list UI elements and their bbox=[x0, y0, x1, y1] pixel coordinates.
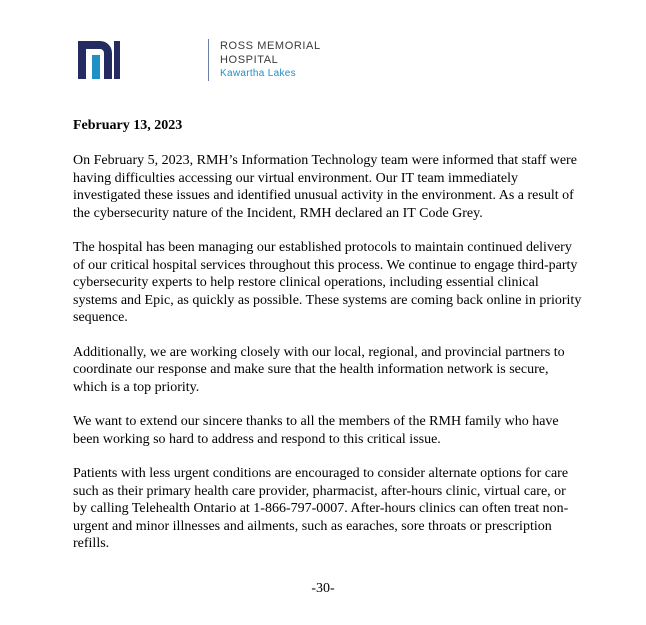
logo-mark-left-bar bbox=[78, 41, 86, 79]
logo-line-1: ROSS MEMORIAL bbox=[220, 40, 321, 52]
hospital-logo bbox=[78, 39, 321, 83]
paragraph-thanks: We want to extend our sincere thanks to all the members of the RMH family who have been working so hard to address and respond to this critical issue. bbox=[73, 414, 559, 447]
logo-mark-right-bar bbox=[114, 41, 120, 79]
release-date: February 13, 2023 bbox=[73, 118, 183, 133]
logo-text bbox=[220, 39, 321, 80]
paragraph-partners: Additionally, we are working closely with our local, regional, and provincial partners to coordinate our response and make sure that the health information network is secure, which is a top priority. bbox=[73, 344, 565, 395]
paragraph-protocols: The hospital has been managing our established protocols to maintain continued delivery of our critical hospital services throughout this process. We continue to engage third-party cybersecurity experts to help restore clinical operations, including essential clinical systems and Epic, as quickly as possible. These systems are coming back online in priority sequence. bbox=[73, 240, 582, 325]
logo-divider bbox=[208, 39, 209, 81]
page-end-marker: -30- bbox=[311, 581, 335, 596]
paragraph-patients: Patients with less urgent conditions are encouraged to consider alternate options for care such as their primary health care provider, pharmacist, after-hours clinic, virtual care, or by calling Telehealth Ontario at 1-866-797-0007. After-hours clinics can often treat non-urgent and minor illnesses and ailments, such as earaches, sore throats or prescription refills. bbox=[73, 466, 569, 551]
logo-mark-teal-block bbox=[92, 55, 100, 79]
logo-subtitle: Kawartha Lakes bbox=[220, 68, 296, 79]
paragraph-incident: On February 5, 2023, RMH’s Information Technology team were informed that staff were having difficulties accessing our virtual environment. Our IT team immediately investigated these issues and identified unusual activity in the environment. As a result of the cybersecurity nature of the Incident, RMH declared an IT Code Grey. bbox=[73, 153, 577, 221]
hospital-logo-icon bbox=[78, 39, 120, 81]
press-release-body bbox=[73, 117, 583, 570]
logo-line-2: HOSPITAL bbox=[220, 54, 279, 66]
